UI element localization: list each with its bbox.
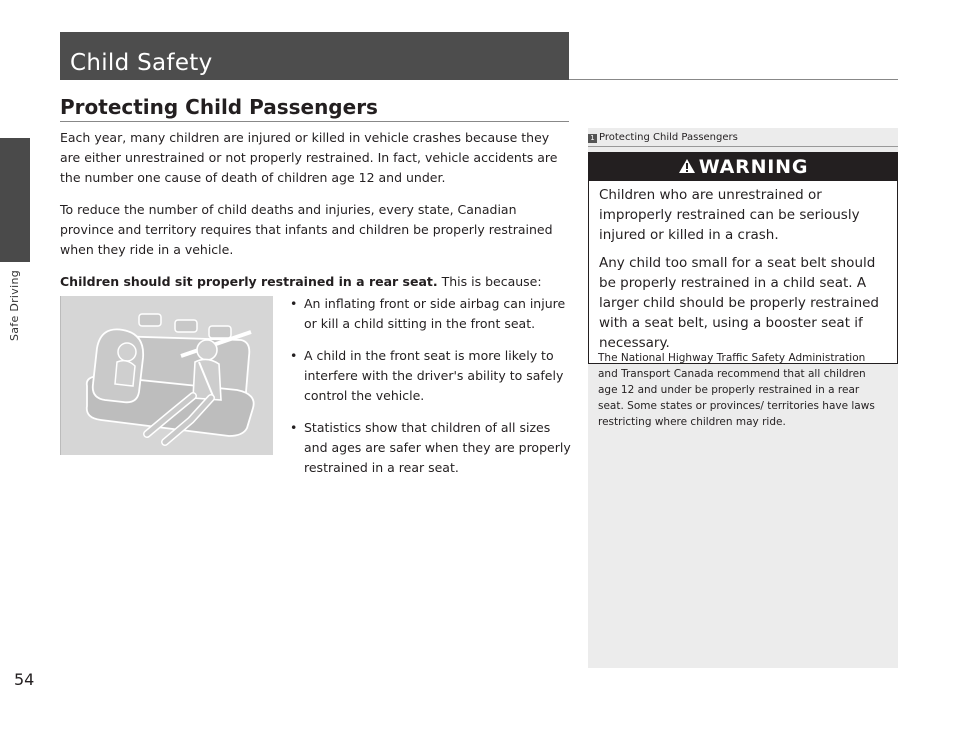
sidebar-heading-text: Protecting Child Passengers (599, 132, 738, 143)
rear-seat-illustration (60, 296, 273, 455)
rear-seat-lead (60, 272, 570, 292)
section-tab-label: Safe Driving (8, 270, 21, 342)
warning-text (589, 181, 897, 353)
chapter-title: Child Safety (70, 50, 213, 76)
warning-bar (589, 153, 897, 181)
rear-seat-lead-rest: This is because: (437, 274, 542, 289)
section-rule (60, 121, 569, 122)
reference-marker: 1 (588, 134, 597, 143)
section-title: Protecting Child Passengers (60, 95, 378, 119)
sidebar-rule (588, 146, 898, 147)
intro-paragraph: Each year, many children are injured or killed in vehicle crashes because they are either unrestrained or not properly restrained. In fact, vehicle accidents are the number one cause of death of children age 12 and under. (60, 130, 558, 185)
warning-triangle-icon (678, 158, 696, 174)
warning-label: WARNING (698, 156, 809, 178)
warning-paragraph: Children who are unrestrained or improperly restrained can be seriously injured or killed in a crash. (599, 187, 860, 243)
sidebar-panel (588, 128, 898, 668)
sidebar-note: The National Highway Traffic Safety Administration and Transport Canada recommend that all children age 12 and under be properly restrained in a rear seat. Some states or provinces/ territories have laws restricting where children may ride. (598, 352, 875, 428)
reasons-list (290, 294, 572, 490)
rear-seat-lead-bold: Children should sit properly restrained in a rear seat. (60, 274, 438, 289)
law-paragraph: To reduce the number of child deaths and injuries, every state, Canadian province and territory requires that infants and children be properly restrained when they ride in a vehicle. (60, 202, 553, 257)
child-seat-illustration-icon (61, 296, 273, 455)
section-tab (0, 138, 30, 262)
page-number: 54 (14, 670, 35, 689)
list-item: • An inflating front or side airbag can injure or kill a child sitting in the front seat. (290, 294, 572, 334)
header-rule (569, 79, 898, 80)
list-item: • A child in the front seat is more likely to interfere with the driver's ability to safely control the vehicle. (290, 346, 572, 406)
warning-paragraph: Any child too small for a seat belt should be properly restrained in a child seat. A larger child should be properly restrained with a seat belt, using a booster seat if necessary. (599, 255, 880, 351)
chapter-header (60, 32, 569, 80)
sidebar-heading (588, 132, 738, 143)
list-item: • Statistics show that children of all sizes and ages are safer when they are properly restrained in a rear seat. (290, 418, 572, 478)
warning-box (588, 152, 898, 364)
